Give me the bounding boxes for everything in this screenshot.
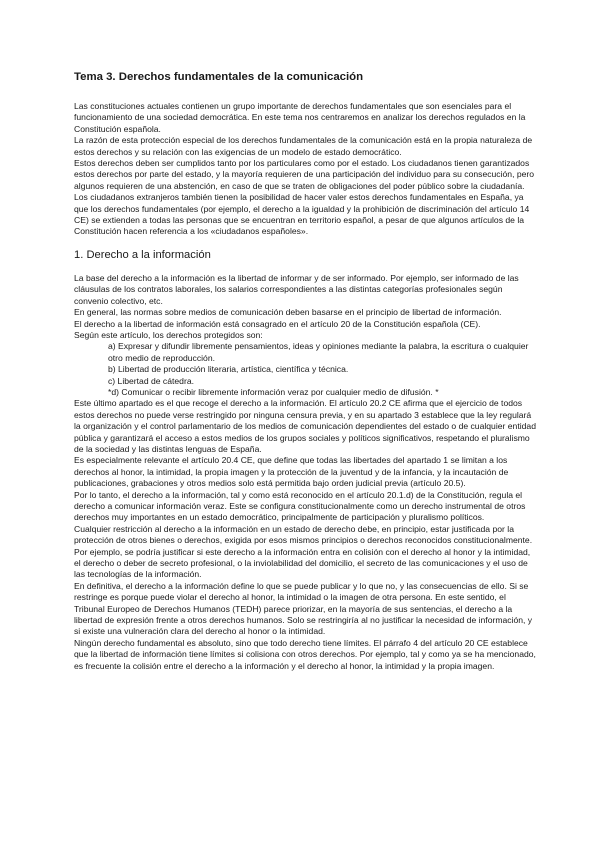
- document-title: Tema 3. Derechos fundamentales de la comunicación: [74, 71, 364, 83]
- body-paragraph: Ningún derecho fundamental es absoluto, sino que todo derecho tiene límites. El párrafo 4 del artículo 20 CE establece que la libertad de información tiene límites si colisiona con otros derechos. Por ejemplo, tal y como ya se ha mencionado, es frecuente la colisión entre el derecho a la información y el derecho al honor, la intimidad y la propia imagen.: [74, 637, 536, 671]
- list-item: b) Libertad de producción literaria, artística, científica y técnica.: [108, 364, 349, 375]
- list-item: c) Libertad de cátedra.: [108, 375, 194, 386]
- rights-list: [74, 341, 538, 398]
- list-item: a) Expresar y difundir libremente pensamientos, ideas y opiniones mediante la palabra, la escritura o cualquier otro medio de reproducción.: [108, 341, 529, 363]
- body-paragraph: La base del derecho a la información es la libertad de informar y de ser informado. Por ejemplo, ser informado de las cláusulas de los contratos laborales, los salarios correspondientes a las distintas categorías profesionales según convenio colectivo, etc.: [74, 272, 519, 306]
- body-paragraph: Este último apartado es el que recoge el derecho a la información. El artículo 20.2 CE afirma que el ejercicio de todos estos derechos no puede verse restringido por ninguna censura previa, y en su apartado 3 establece que la ley regulará la organización y el control parlamentario de los medios de comunicación dependientes del estado o de cualquier entidad pública y garantizará el acceso a estos medios de los grupos sociales y políticos significativos, respetando el pluralismo de la sociedad y las distintas lenguas de España.: [74, 398, 536, 454]
- body-paragraph: En general, las normas sobre medios de comunicación deben basarse en el principio de libertad de información.: [74, 307, 502, 318]
- body-paragraph: El derecho a la libertad de información está consagrado en el artículo 20 de la Constitución española (CE).: [74, 318, 481, 329]
- intro-paragraph: Las constituciones actuales contienen un grupo importante de derechos fundamentales que son esenciales para el funcionamiento de una sociedad democrática. En este tema nos centraremos en analizar los derechos regulados en la Constitución española.: [74, 101, 526, 134]
- body-paragraph: Cualquier restricción al derecho a la información en un estado de derecho debe, en principio, estar justificada por la protección de otros bienes o derechos, exigida por esos mismos principios o derechos reconocidos constitucionalmente. Por ejemplo, se podría justificar si este derecho a la información entra en colisión con el derecho al honor y la intimidad, el derecho o deber de secreto profesional, o la inviolabilidad del domicilio, el secreto de las comunicaciones y el uso de las tecnologías de la información.: [74, 523, 533, 580]
- section-body: [74, 273, 538, 672]
- intro-paragraph: Los ciudadanos extranjeros también tienen la posibilidad de hacer valer estos derechos fundamentales en España, ya que los derechos fundamentales (por ejemplo, el derecho a la igualdad y la prohibición de discriminación del artículo 14 CE) se extienden a todas las personas que se encuentran en territorio español, a pesar de que algunos artículos de la Constitución hacen referencia a los «ciudadanos españoles».: [74, 192, 530, 237]
- body-paragraph: Por lo tanto, el derecho a la información, tal y como está reconocido en el artículo 20.1.d) de la Constitución, regula el derecho a comunicar información veraz. Este se configura constitucionalmente como un derecho instrumental de otros derechos muy importantes en un estado democrático, principalmente de participación y pluralismo políticos.: [74, 489, 526, 523]
- list-item: *d) Comunicar o recibir libremente información veraz por cualquier medio de difusión. *: [108, 386, 439, 397]
- intro-paragraph: La razón de esta protección especial de los derechos fundamentales de la comunicación está en la propia naturaleza de estos derechos y su relación con las exigencias de un modelo de estado democrático.: [74, 135, 533, 157]
- body-paragraph: Es especialmente relevante el artículo 20.4 CE, que define que todas las libertades del apartado 1 se limitan a los derechos al honor, la intimidad, la propia imagen y la protección de la juventud y de la infancia, y la incautación de publicaciones, grabaciones y otros medios solo está permitida bajo orden judicial previa (artículo 20.5).: [74, 455, 509, 489]
- body-paragraph: Según este artículo, los derechos protegidos son:: [74, 329, 263, 340]
- body-paragraph: En definitiva, el derecho a la información define lo que se puede publicar y lo que no, y las consecuencias de ello. Si se restringe es porque puede violar el derecho al honor, la intimidad o la imagen de otra persona. En este sentido, el Tribunal Europeo de Derechos Humanos (TEDH) parece priorizar, en la mayoría de sus sentencias, el derecho a la libertad de expresión frente a otros derechos humanos. Solo se restringiría al no justificar la necesidad de información, y si existe una vulneración clara del derecho al honor o la intimidad.: [74, 580, 533, 637]
- intro-paragraph: Estos derechos deben ser cumplidos tanto por los particulares como por el estado. Los ciudadanos tienen garantizados estos derechos por parte del estado, y la mayoría requieren de una participación del individuo para su consecución, pero algunos requieren de una abstención, en caso de que se traten de obligaciones del poder público sobre la ciudadanía.: [74, 158, 535, 191]
- intro-section: [74, 101, 538, 238]
- section-heading: 1. Derecho a la información: [74, 248, 211, 261]
